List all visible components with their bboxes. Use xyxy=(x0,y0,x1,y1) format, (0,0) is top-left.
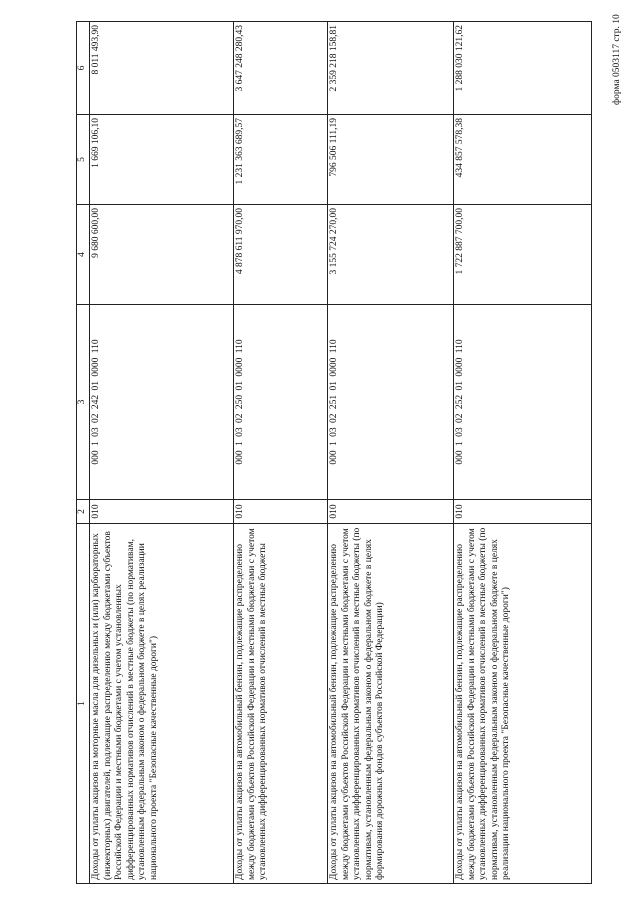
column-header: 6 xyxy=(77,22,90,115)
row-approved-amount: 1 722 887 700,00 xyxy=(454,205,592,305)
row-budget-classification-code: 000 1 03 02 242 01 0000 110 xyxy=(90,305,234,500)
column-header: 1 xyxy=(77,524,90,884)
revenue-table xyxy=(76,21,592,884)
row-description: Доходы от уплаты акцизов на моторные масла для дизельных и (или) карбюраторных (инжекторных) двигателей, подлежащие распределению между бюджетами субъектов Российской Федерации и местными бюджетами с учетом установленных дифференцированных нормативов отчислений в местные бюджеты (по нормативам, установленным федеральным законом о федеральном бюджете в целях реализации национального проекта "Безопасные качественные дороги") xyxy=(90,524,234,884)
rotated-table-frame xyxy=(76,22,592,884)
row-description: Доходы от уплаты акцизов на автомобильный бензин, подлежащие распределению между бюджетами субъектов Российской Федерации и местными бюджетами с учетом установленных дифференцированных нормативов отчислений в местные бюджеты xyxy=(234,524,328,884)
table-row xyxy=(454,22,592,884)
row-unexecuted-amount: 3 647 248 280,43 xyxy=(234,22,328,115)
row-line-code: 010 xyxy=(90,500,234,524)
table-rotator xyxy=(76,22,592,884)
row-approved-amount: 3 155 724 270,00 xyxy=(328,205,454,305)
column-header: 2 xyxy=(77,500,90,524)
row-budget-classification-code: 000 1 03 02 252 01 0000 110 xyxy=(454,305,592,500)
row-executed-amount: 1 669 106,10 xyxy=(90,115,234,205)
row-unexecuted-amount: 2 359 218 158,81 xyxy=(328,22,454,115)
row-line-code: 010 xyxy=(328,500,454,524)
row-description: Доходы от уплаты акцизов на автомобильный бензин, подлежащие распределению между бюджетами субъектов Российской Федерации и местными бюджетами с учетом установленных дифференцированных нормативов отчислений в местные бюджеты (по нормативам, установленным федеральным законом о федеральном бюджете в целях реализации национального проекта "Безопасные качественные дороги") xyxy=(454,524,592,884)
row-description: Доходы от уплаты акцизов на автомобильный бензин, подлежащие распределению между бюджетами субъектов Российской Федерации и местными бюджетами с учетом установленных дифференцированных нормативов отчислений в местные бюджеты (по нормативам, установленным федеральным законом о федеральном бюджете в целях формирования дорожных фондов субъектов Российской Федерации) xyxy=(328,524,454,884)
form-reference: форма 0503117 стр. 10 xyxy=(612,14,622,105)
row-executed-amount: 796 506 111,19 xyxy=(328,115,454,205)
column-header: 3 xyxy=(77,305,90,500)
column-number-row xyxy=(77,22,90,884)
row-budget-classification-code: 000 1 03 02 250 01 0000 110 xyxy=(234,305,328,500)
row-approved-amount: 9 680 600,00 xyxy=(90,205,234,305)
table-row xyxy=(90,22,234,884)
row-line-code: 010 xyxy=(234,500,328,524)
table-row xyxy=(328,22,454,884)
row-budget-classification-code: 000 1 03 02 251 01 0000 110 xyxy=(328,305,454,500)
row-line-code: 010 xyxy=(454,500,592,524)
table-row xyxy=(234,22,328,884)
row-approved-amount: 4 878 611 970,00 xyxy=(234,205,328,305)
column-header: 5 xyxy=(77,115,90,205)
row-unexecuted-amount: 1 288 030 121,62 xyxy=(454,22,592,115)
row-executed-amount: 434 857 578,38 xyxy=(454,115,592,205)
row-unexecuted-amount: 8 011 493,90 xyxy=(90,22,234,115)
column-header: 4 xyxy=(77,205,90,305)
row-executed-amount: 1 231 363 689,57 xyxy=(234,115,328,205)
